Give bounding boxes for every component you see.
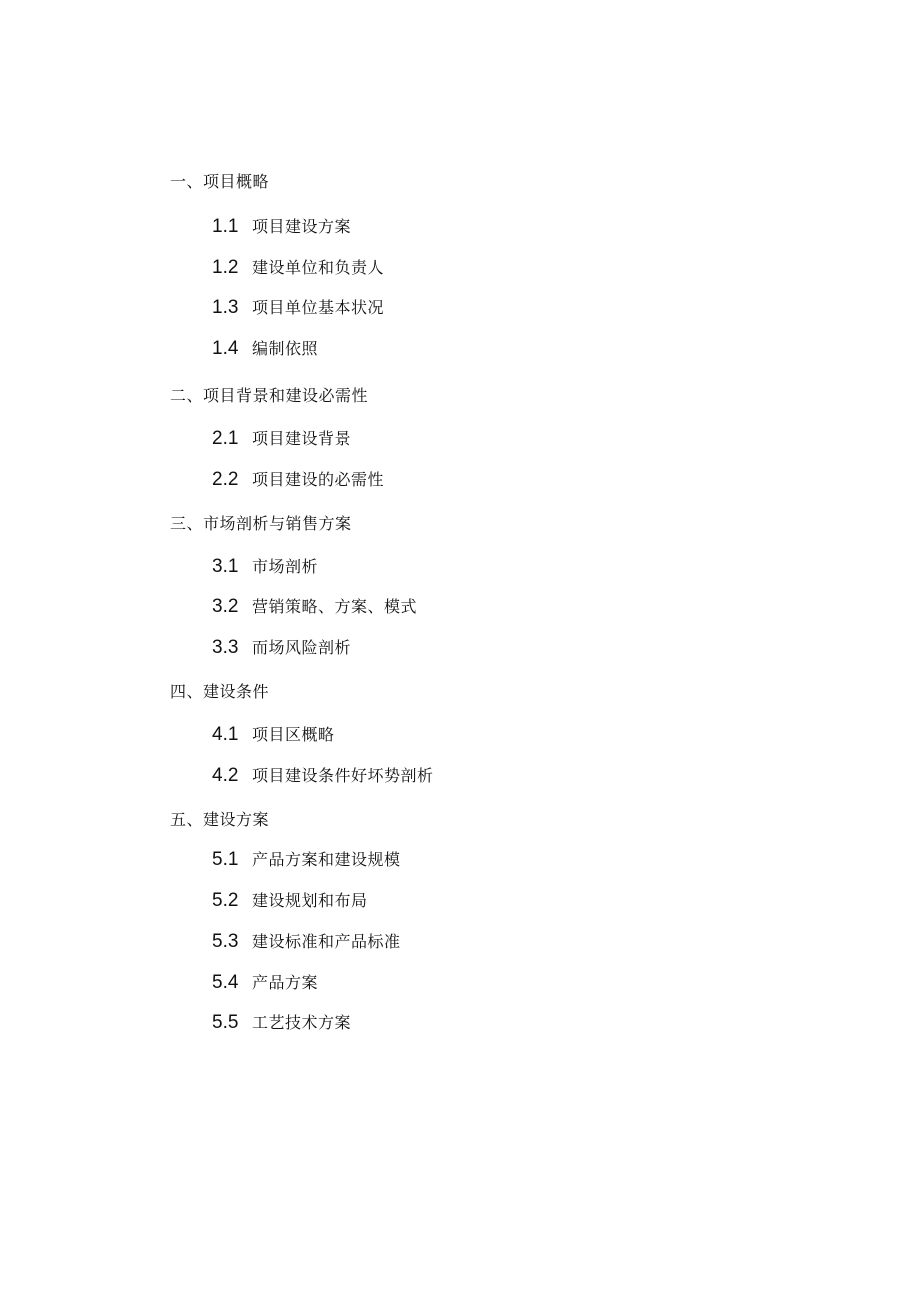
toc-section-5-5 xyxy=(212,1013,351,1033)
toc-section-5-4 xyxy=(212,973,318,993)
section-title: 建设标准和产品标准 xyxy=(252,932,401,951)
section-title: 营销策略、方案、模式 xyxy=(252,597,418,616)
section-number: 5.2 xyxy=(212,890,239,911)
section-number: 2.2 xyxy=(212,469,239,490)
toc-chapter-1: 一、项目概略 xyxy=(170,172,270,191)
toc-section-4-2 xyxy=(212,766,434,786)
toc-section-5-2 xyxy=(212,891,368,911)
toc-section-3-2 xyxy=(212,597,417,617)
toc-section-5-3 xyxy=(212,932,401,952)
section-number: 4.1 xyxy=(212,724,239,745)
section-number: 1.3 xyxy=(212,297,239,318)
section-number: 2.1 xyxy=(212,428,239,449)
toc-section-1-1 xyxy=(212,217,351,237)
section-number: 5.5 xyxy=(212,1012,239,1033)
section-number: 3.2 xyxy=(212,596,239,617)
section-title: 项目建设背景 xyxy=(252,429,352,448)
section-number: 3.1 xyxy=(212,556,239,577)
toc-section-2-1 xyxy=(212,429,351,449)
toc-section-3-3 xyxy=(212,638,351,658)
section-title: 项目建设条件好坏势剖析 xyxy=(252,766,434,785)
toc-chapter-2: 二、项目背景和建设必需性 xyxy=(170,386,369,405)
toc-section-1-2 xyxy=(212,258,384,278)
section-title: 建设单位和负责人 xyxy=(252,258,385,277)
section-title: 项目单位基本状况 xyxy=(252,298,385,317)
toc-section-4-1 xyxy=(212,725,335,745)
toc-section-5-1 xyxy=(212,850,401,870)
section-number: 5.1 xyxy=(212,849,239,870)
section-title: 产品方案和建设规模 xyxy=(252,850,401,869)
section-number: 1.4 xyxy=(212,338,239,359)
section-title: 编制依照 xyxy=(252,339,319,358)
toc-chapter-5: 五、建设方案 xyxy=(170,810,270,829)
toc-section-1-4 xyxy=(212,339,318,359)
section-title: 建设规划和布局 xyxy=(252,891,368,910)
section-title: 产品方案 xyxy=(252,973,319,992)
section-title: 市场剖析 xyxy=(252,557,319,576)
toc-section-3-1 xyxy=(212,557,318,577)
section-title: 项目区概略 xyxy=(252,725,335,744)
section-title: 项目建设的必需性 xyxy=(252,470,385,489)
section-number: 5.3 xyxy=(212,931,239,952)
toc-chapter-4: 四、建设条件 xyxy=(170,682,270,701)
section-title: 项目建设方案 xyxy=(252,217,352,236)
section-number: 1.1 xyxy=(212,216,239,237)
toc-section-2-2 xyxy=(212,470,384,490)
section-number: 3.3 xyxy=(212,637,239,658)
section-number: 4.2 xyxy=(212,765,239,786)
toc-chapter-3: 三、市场剖析与销售方案 xyxy=(170,514,352,533)
toc-section-1-3 xyxy=(212,298,384,318)
section-title: 工艺技术方案 xyxy=(252,1013,352,1032)
section-number: 5.4 xyxy=(212,972,239,993)
section-number: 1.2 xyxy=(212,257,239,278)
section-title: 而场风险剖析 xyxy=(252,638,352,657)
